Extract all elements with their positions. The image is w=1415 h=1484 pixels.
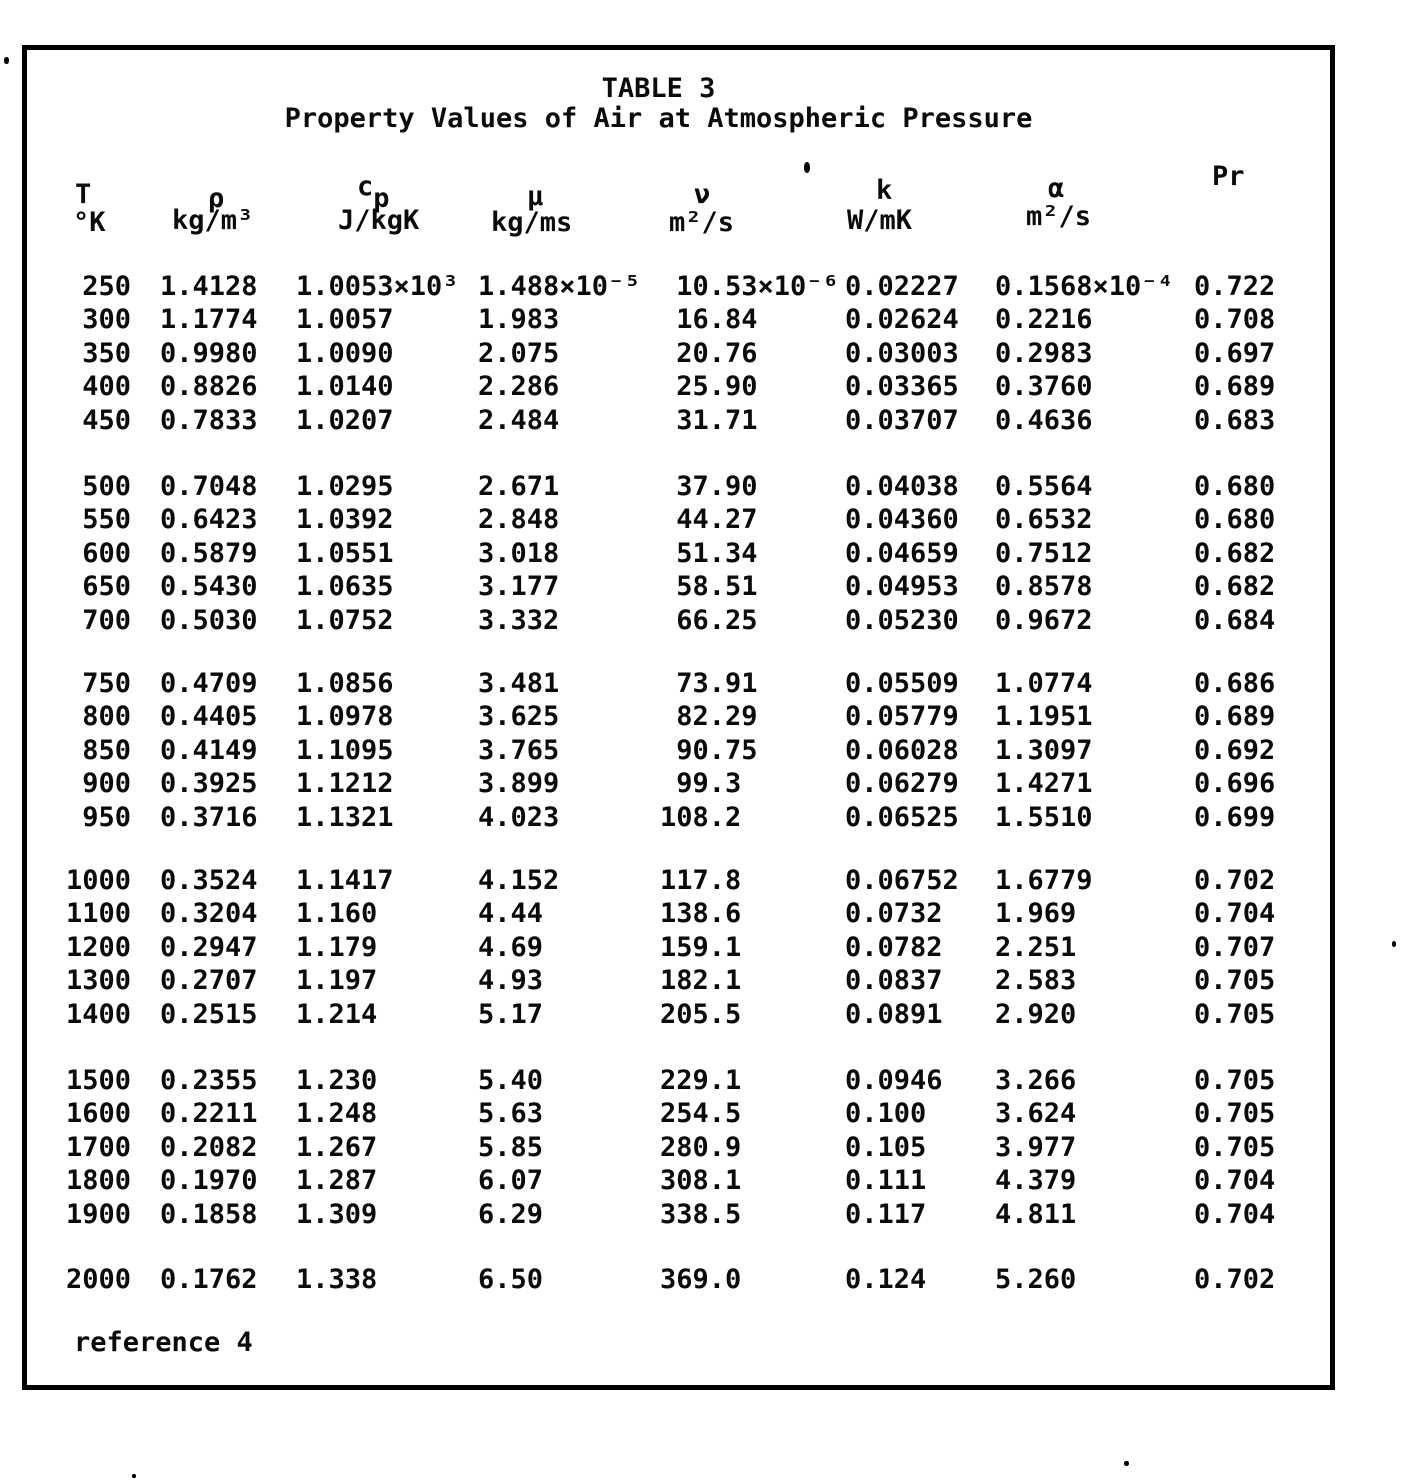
cell-k: 0.0891 [845,998,943,1030]
cell-nu: 182.1 [660,965,742,997]
cell-k: 0.06279 [845,768,959,800]
cell-k: 0.04953 [845,571,959,603]
cell-T: 1500 [65,1065,131,1096]
cell-mu: 2.286 [478,371,560,403]
table-row [27,864,1330,898]
cell-k: 0.100 [845,1098,927,1130]
cell-mu: 5.63 [478,1098,544,1130]
cell-Pr: 0.707 [1194,931,1276,963]
cell-cp: 1.1321 [296,801,394,833]
cell-Pr: 0.704 [1194,1165,1276,1197]
cell-Pr: 0.705 [1194,1098,1276,1130]
cell-rho: 0.4405 [160,701,258,733]
cell-T: 900 [82,768,131,800]
cell-T: 1100 [65,898,131,930]
cell-cp: 1.0207 [296,404,394,436]
cell-rho: 0.5030 [160,604,258,636]
column-symbol-k: k [876,175,893,206]
cell-nu: 90.75 [660,734,758,766]
cell-Pr: 0.699 [1194,801,1276,833]
cell-Pr: 0.696 [1194,768,1276,800]
table-row [27,897,1330,931]
cell-nu: 369.0 [660,1264,742,1295]
cell-T: 1900 [65,1198,131,1230]
cell-k: 0.0837 [845,965,943,997]
cell-Pr: 0.682 [1194,571,1276,603]
cell-cp: 1.0551 [296,537,394,569]
table-row [27,801,1330,835]
table-row [27,503,1330,537]
cell-k: 0.02624 [845,304,959,336]
cell-cp: 1.197 [296,965,378,997]
scan-speck [132,1474,136,1478]
cell-T: 350 [82,337,131,369]
cell-mu: 3.765 [478,734,560,766]
cell-Pr: 0.704 [1194,898,1276,930]
cell-nu: 10.53×10⁻⁶ [660,271,839,302]
column-unit-T: °K [73,207,106,238]
cell-nu: 308.1 [660,1165,742,1197]
cell-alpha: 2.920 [995,998,1077,1030]
cell-mu: 3.177 [478,571,560,603]
cell-rho: 0.2947 [160,931,258,963]
cell-cp: 1.1212 [296,768,394,800]
cell-Pr: 0.697 [1194,337,1276,369]
cell-rho: 0.4149 [160,734,258,766]
cell-alpha: 1.969 [995,898,1077,930]
cell-mu: 4.152 [478,865,560,896]
cell-alpha: 0.4636 [995,404,1093,436]
cell-nu: 338.5 [660,1198,742,1230]
cell-k: 0.111 [845,1165,927,1197]
cell-k: 0.03003 [845,337,959,369]
cell-Pr: 0.683 [1194,404,1276,436]
table-row [27,964,1330,998]
cell-cp: 1.287 [296,1165,378,1197]
cell-k: 0.05230 [845,604,959,636]
table-row [27,1164,1330,1198]
cell-alpha: 2.583 [995,965,1077,997]
cell-k: 0.05509 [845,668,959,699]
cell-nu: 31.71 [660,404,758,436]
cell-cp: 1.0057 [296,304,394,336]
cell-T: 850 [82,734,131,766]
cell-cp: 1.0392 [296,504,394,536]
cell-rho: 0.1858 [160,1198,258,1230]
cell-Pr: 0.705 [1194,998,1276,1030]
cell-rho: 0.1762 [160,1264,258,1295]
cell-rho: 0.4709 [160,668,258,699]
cell-alpha: 1.0774 [995,668,1093,699]
table-row [27,1198,1330,1232]
cell-nu: 16.84 [660,304,758,336]
cell-nu: 20.76 [660,337,758,369]
cell-mu: 1.983 [478,304,560,336]
page-subtitle: Property Values of Air at Atmospheric Pressure [284,103,1033,134]
cell-nu: 25.90 [660,371,758,403]
cell-k: 0.0782 [845,931,943,963]
table-row [27,303,1330,337]
cell-mu: 3.018 [478,537,560,569]
cell-alpha: 3.266 [995,1065,1077,1096]
cell-Pr: 0.686 [1194,668,1276,699]
cell-rho: 0.2355 [160,1065,258,1096]
cell-alpha: 1.1951 [995,701,1093,733]
cell-cp: 1.0053×10³ [296,271,459,302]
column-unit-nu: m²/s [669,207,735,238]
cell-nu: 280.9 [660,1131,742,1163]
cell-mu: 3.481 [478,668,560,699]
cell-rho: 0.7833 [160,404,258,436]
cell-nu: 82.29 [660,701,758,733]
cell-k: 0.04038 [845,471,959,502]
cell-Pr: 0.704 [1194,1198,1276,1230]
reference-note: reference 4 [74,1327,253,1358]
title-block [27,74,1330,134]
cell-mu: 5.17 [478,998,544,1030]
cell-alpha: 3.977 [995,1131,1077,1163]
cell-nu: 117.8 [660,865,742,896]
cell-cp: 1.0295 [296,471,394,502]
table-row [27,1263,1330,1297]
cell-Pr: 0.722 [1194,271,1276,302]
cell-T: 1600 [65,1098,131,1130]
cell-T: 500 [82,471,131,502]
table-row [27,767,1330,801]
cell-T: 300 [82,304,131,336]
table-row [27,998,1330,1032]
cell-k: 0.124 [845,1264,927,1295]
cell-nu: 58.51 [660,571,758,603]
cell-alpha: 0.9672 [995,604,1093,636]
table-row [27,404,1330,438]
cell-cp: 1.267 [296,1131,378,1163]
cell-cp: 1.0856 [296,668,394,699]
table-row [27,734,1330,768]
table-row [27,1097,1330,1131]
column-unit-alpha: m²/s [1026,201,1092,232]
cell-mu: 6.29 [478,1198,544,1230]
column-symbol-Pr: Pr [1212,161,1245,192]
cell-k: 0.105 [845,1131,927,1163]
cell-T: 1700 [65,1131,131,1163]
cell-k: 0.02227 [845,271,959,302]
cell-k: 0.0732 [845,898,943,930]
cell-k: 0.06028 [845,734,959,766]
cell-nu: 99.3 [660,768,742,800]
cell-k: 0.03365 [845,371,959,403]
cell-k: 0.117 [845,1198,927,1230]
table-row [27,337,1330,371]
cell-cp: 1.0140 [296,371,394,403]
cell-nu: 73.91 [660,668,758,699]
cell-Pr: 0.705 [1194,965,1276,997]
cell-rho: 0.3925 [160,768,258,800]
cell-Pr: 0.692 [1194,734,1276,766]
cell-T: 250 [82,271,131,302]
cell-T: 400 [82,371,131,403]
cell-T: 1800 [65,1165,131,1197]
cell-mu: 4.023 [478,801,560,833]
table-row [27,700,1330,734]
cell-mu: 3.899 [478,768,560,800]
cell-alpha: 1.6779 [995,865,1093,896]
column-symbol-subscript: p [373,183,390,215]
cell-T: 1300 [65,965,131,997]
cell-mu: 3.625 [478,701,560,733]
cell-T: 1400 [65,998,131,1030]
cell-nu: 108.2 [660,801,742,833]
cell-Pr: 0.680 [1194,504,1276,536]
cell-alpha: 0.1568×10⁻⁴ [995,271,1174,302]
cell-alpha: 0.6532 [995,504,1093,536]
cell-nu: 254.5 [660,1098,742,1130]
column-symbol-alpha: α [1048,173,1065,204]
cell-Pr: 0.689 [1194,701,1276,733]
cell-cp: 1.179 [296,931,378,963]
cell-cp: 1.1095 [296,734,394,766]
cell-cp: 1.214 [296,998,378,1030]
cell-rho: 0.3204 [160,898,258,930]
cell-mu: 3.332 [478,604,560,636]
cell-alpha: 1.3097 [995,734,1093,766]
table-row [27,667,1330,701]
cell-Pr: 0.684 [1194,604,1276,636]
cell-T: 800 [82,701,131,733]
cell-k: 0.04659 [845,537,959,569]
table-row [27,537,1330,571]
cell-cp: 1.0090 [296,337,394,369]
table-row [27,1064,1330,1098]
cell-alpha: 0.5564 [995,471,1093,502]
cell-cp: 1.0752 [296,604,394,636]
cell-nu: 159.1 [660,931,742,963]
cell-Pr: 0.702 [1194,865,1276,896]
cell-k: 0.06525 [845,801,959,833]
cell-Pr: 0.682 [1194,537,1276,569]
cell-rho: 0.2515 [160,998,258,1030]
cell-rho: 0.3524 [160,865,258,896]
cell-k: 0.06752 [845,865,959,896]
cell-k: 0.04360 [845,504,959,536]
cell-rho: 0.6423 [160,504,258,536]
cell-alpha: 0.7512 [995,537,1093,569]
cell-nu: 51.34 [660,537,758,569]
cell-nu: 66.25 [660,604,758,636]
cell-nu: 205.5 [660,998,742,1030]
cell-T: 2000 [65,1264,131,1295]
cell-mu: 5.40 [478,1065,544,1096]
cell-rho: 0.2707 [160,965,258,997]
scan-speck [4,57,9,64]
cell-T: 1000 [65,865,131,896]
cell-alpha: 0.2216 [995,304,1093,336]
table-row [27,270,1330,304]
cell-Pr: 0.708 [1194,304,1276,336]
cell-k: 0.03707 [845,404,959,436]
cell-rho: 0.5430 [160,571,258,603]
cell-Pr: 0.680 [1194,471,1276,502]
cell-rho: 0.2082 [160,1131,258,1163]
table-row [27,570,1330,604]
cell-alpha: 1.4271 [995,768,1093,800]
cell-cp: 1.230 [296,1065,378,1096]
table-frame [22,45,1335,1390]
scan-speck [804,162,810,173]
cell-T: 600 [82,537,131,569]
cell-mu: 6.50 [478,1264,544,1295]
cell-rho: 0.3716 [160,801,258,833]
cell-nu: 44.27 [660,504,758,536]
cell-Pr: 0.705 [1194,1065,1276,1096]
cell-T: 700 [82,604,131,636]
cell-Pr: 0.702 [1194,1264,1276,1295]
cell-Pr: 0.689 [1194,371,1276,403]
cell-T: 1200 [65,931,131,963]
scan-speck [1124,1461,1129,1466]
cell-alpha: 4.811 [995,1198,1077,1230]
cell-Pr: 0.705 [1194,1131,1276,1163]
page-title: TABLE 3 [601,73,716,104]
cell-rho: 0.2211 [160,1098,258,1130]
column-unit-mu: kg/ms [491,207,573,238]
cell-alpha: 4.379 [995,1165,1077,1197]
cell-alpha: 0.8578 [995,571,1093,603]
table-row [27,931,1330,965]
cell-cp: 1.248 [296,1098,378,1130]
cell-T: 950 [82,801,131,833]
cell-T: 650 [82,571,131,603]
cell-mu: 4.69 [478,931,544,963]
cell-mu: 1.488×10⁻⁵ [478,271,641,302]
scan-speck [1392,941,1396,947]
cell-mu: 2.848 [478,504,560,536]
cell-rho: 0.1970 [160,1165,258,1197]
cell-mu: 4.93 [478,965,544,997]
cell-mu: 2.671 [478,471,560,502]
cell-nu: 37.90 [660,471,758,502]
cell-cp: 1.338 [296,1264,378,1295]
table-row [27,370,1330,404]
cell-mu: 2.075 [478,337,560,369]
cell-T: 750 [82,668,131,699]
cell-k: 0.05779 [845,701,959,733]
cell-nu: 229.1 [660,1065,742,1096]
cell-mu: 5.85 [478,1131,544,1163]
cell-alpha: 5.260 [995,1264,1077,1295]
cell-rho: 0.8826 [160,371,258,403]
column-symbol-mu: μ [527,181,544,212]
table-row [27,604,1330,638]
cell-alpha: 3.624 [995,1098,1077,1130]
cell-mu: 4.44 [478,898,544,930]
column-unit-cp: J/kgK [338,205,420,236]
cell-T: 550 [82,504,131,536]
cell-T: 450 [82,404,131,436]
cell-mu: 6.07 [478,1165,544,1197]
cell-cp: 1.1417 [296,865,394,896]
table-row [27,470,1330,504]
cell-alpha: 2.251 [995,931,1077,963]
cell-cp: 1.0635 [296,571,394,603]
column-symbol-rho: ρ [208,183,225,214]
cell-alpha: 0.2983 [995,337,1093,369]
cell-alpha: 1.5510 [995,801,1093,833]
cell-cp: 1.309 [296,1198,378,1230]
cell-rho: 1.1774 [160,304,258,336]
cell-rho: 0.5879 [160,537,258,569]
cell-rho: 0.9980 [160,337,258,369]
cell-alpha: 0.3760 [995,371,1093,403]
column-unit-rho: kg/m³ [172,205,254,236]
cell-cp: 1.0978 [296,701,394,733]
table-row [27,1131,1330,1165]
cell-rho: 1.4128 [160,271,258,302]
cell-cp: 1.160 [296,898,378,930]
cell-mu: 2.484 [478,404,560,436]
column-unit-k: W/mK [847,205,913,236]
cell-nu: 138.6 [660,898,742,930]
column-symbol-T: T [75,179,92,210]
column-symbol-nu: ν [694,179,711,210]
cell-k: 0.0946 [845,1065,943,1096]
column-symbol-cp: cp [357,171,390,215]
cell-rho: 0.7048 [160,471,258,502]
